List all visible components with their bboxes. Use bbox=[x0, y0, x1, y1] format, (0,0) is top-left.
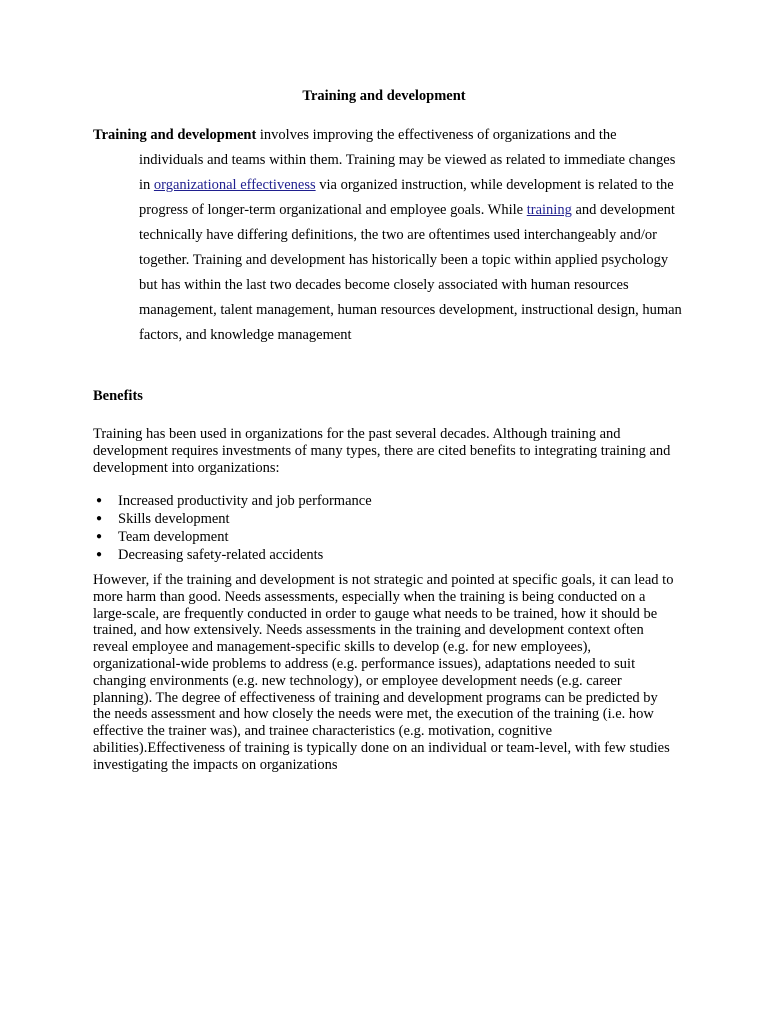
list-item-text: Increased productivity and job performance bbox=[118, 493, 372, 509]
intro-paragraph bbox=[93, 123, 683, 348]
list-item-text: Decreasing safety-related accidents bbox=[118, 547, 324, 563]
organizational-effectiveness-link[interactable]: organizational effectiveness bbox=[153, 177, 316, 193]
intro-text-4: and development technically have differing definitions, the two are oftentimes used interchangeably and/or together. Training and development has historically been a topic within applied psychology but has within the last two decades become closely associated with human resources management, talent management, human resources development, instructional design, human factors, and knowledge management bbox=[139, 202, 682, 343]
list-item bbox=[93, 528, 653, 546]
document-title: Training and development bbox=[302, 88, 466, 104]
intro-indented-block bbox=[93, 148, 683, 348]
list-item bbox=[93, 510, 653, 528]
intro-first-line bbox=[93, 127, 617, 143]
list-item-text: Team development bbox=[118, 529, 229, 545]
list-item-text: Skills development bbox=[118, 511, 230, 527]
benefits-intro-paragraph: Training has been used in organizations for the past several decades. Although training and development requires investments of many types, there are cited benefits to integrating training and development into organizations: bbox=[93, 426, 671, 476]
bullet-icon: ● bbox=[96, 495, 103, 506]
benefits-heading: Benefits bbox=[93, 388, 143, 404]
benefits-list bbox=[93, 492, 653, 564]
list-item bbox=[93, 492, 653, 510]
intro-lead-term: Training and development bbox=[93, 127, 257, 143]
intro-text-3: via organized instruction, while development is related to the progress of longer-term organizational and employee goals. While bbox=[139, 177, 674, 218]
bullet-icon: ● bbox=[96, 549, 103, 560]
training-link[interactable]: training bbox=[526, 202, 572, 218]
intro-text-2: individuals and teams within them. Training may be viewed as related to immediate changes in bbox=[139, 152, 676, 193]
bullet-icon: ● bbox=[96, 513, 103, 524]
closing-paragraph: However, if the training and development is not strategic and pointed at specific goals, it can lead to more harm than good. Needs assessments, especially when the training is being conducted on a large-scale, are frequently conducted in order to gauge what needs to be trained, how it should be trained, and how extensively. Needs assessments in the training and development context often reveal employee and management-specific skills to develop (e.g. for new employees), organizational-wide problems to address (e.g. performance issues), adaptations needed to suit changing environments (e.g. new technology), or employee development needs (e.g. career planning). The degree of effectiveness of training and development programs can be predicted by the needs assessment and how closely the needs were met, the execution of the training (i.e. how effective the trainer was), and trainee characteristics (e.g. motivation, cognitive abilities).Effectiveness of training is typically done on an individual or team-level, with few studies investigating the impacts on organizations bbox=[93, 572, 674, 773]
bullet-icon: ● bbox=[96, 531, 103, 542]
list-item bbox=[93, 546, 653, 564]
intro-text-1: involves improving the effectiveness of organizations and the bbox=[256, 127, 617, 143]
